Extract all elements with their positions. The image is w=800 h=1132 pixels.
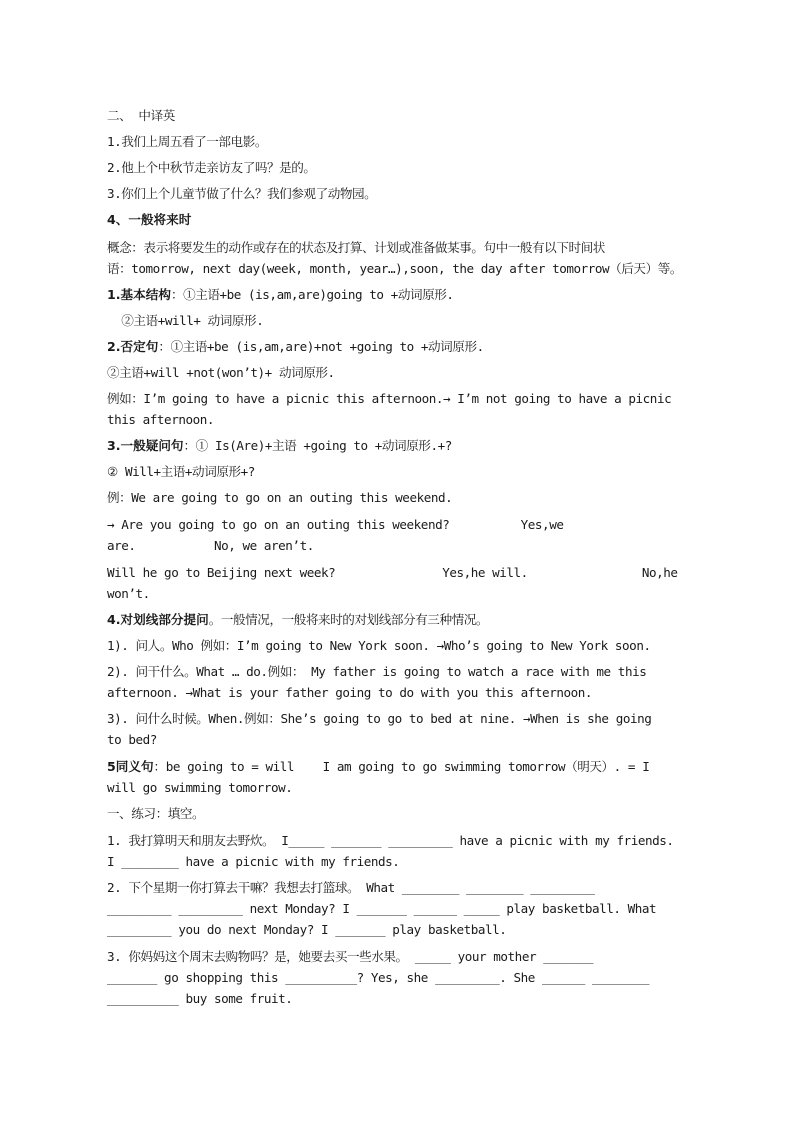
text-line: this afternoon. bbox=[107, 412, 214, 427]
text-line: 5同义句：be going to = will I am going to go swimming tomorrow（明天）. = I bbox=[107, 759, 650, 774]
text-line: 4、一般将来时 bbox=[107, 212, 192, 227]
text-line: ② Will+主语+动词原形+? bbox=[107, 464, 255, 479]
text-line: __________ buy some fruit. bbox=[107, 991, 293, 1006]
text-line: 1.基本结构：①主语+be (is,am,are)going to +动词原形. bbox=[107, 287, 454, 302]
text-line: 3.你们上个儿童节做了什么？我们参观了动物园。 bbox=[107, 186, 377, 201]
text-line: 1.我们上周五看了一部电影。 bbox=[107, 134, 267, 149]
text-line: won’t. bbox=[107, 586, 150, 601]
text-line: 概念：表示将要发生的动作或存在的状态及打算、计划或准备做某事。句中一般有以下时间状 bbox=[107, 240, 605, 255]
text-line: 例：We are going to go on an outing this weekend. bbox=[107, 490, 453, 505]
text-line: 3. 你妈妈这个周末去购物吗？是，她要去买一些水果。 _____ your mother _______ bbox=[107, 949, 594, 964]
text-line: 3). 问什么时候。When.例如：She’s going to go to bed at nine. →When is she going bbox=[107, 711, 652, 726]
text-line: 2. 下个星期一你打算去干嘛？我想去打篮球。 What ________ ________ _________ bbox=[107, 880, 595, 895]
text-line: are. No, we aren’t. bbox=[107, 538, 314, 553]
text-line: afternoon. →What is your father going to do with you this afternoon. bbox=[107, 685, 592, 700]
text-line: 2.他上个中秋节走亲访友了吗？是的。 bbox=[107, 160, 316, 175]
text-line: to bed? bbox=[107, 732, 157, 747]
text-line: _______ go shopping this __________? Yes, she _________. She ______ ________ bbox=[107, 970, 650, 985]
text-line: 4.对划线部分提问。一般情况，一般将来时的对划线部分有三种情况。 bbox=[107, 612, 489, 627]
text-line: will go swimming tomorrow. bbox=[107, 780, 293, 795]
text-line: 二、 中译英 bbox=[107, 108, 175, 123]
text-line: 1). 问人。Who 例如：I’m going to New York soon. →Who’s going to New York soon. bbox=[107, 638, 651, 653]
text-line: 语：tomorrow, next day(week, month, year…),soon, the day after tomorrow（后天）等。 bbox=[107, 261, 682, 276]
text-line: _________ you do next Monday? I _______ play basketball. bbox=[107, 922, 507, 937]
text-line: I ________ have a picnic with my friends. bbox=[107, 854, 400, 869]
text-line: 3.一般疑问句：① Is(Are)+主语 +going to +动词原形.+? bbox=[107, 438, 452, 453]
text-line: ②主语+will +not(won’t)+ 动词原形. bbox=[107, 365, 335, 380]
text-line: → Are you going to go on an outing this weekend? Yes,we bbox=[107, 517, 564, 532]
text-line: _________ _________ next Monday? I _______ ______ _____ play basketball. What bbox=[107, 901, 657, 916]
text-line: 1. 我打算明天和朋友去野炊。 I_____ _______ _________ have a picnic with my friends. bbox=[107, 833, 674, 848]
text-line: ②主语+will+ 动词原形. bbox=[107, 313, 264, 328]
text-line: Will he go to Beijing next week? Yes,he will. No,he bbox=[107, 565, 678, 580]
text-line: 例如：I’m going to have a picnic this afternoon.→ I’m not going to have a picnic bbox=[107, 391, 672, 406]
text-line: 一、练习：填空。 bbox=[107, 806, 205, 821]
text-line: 2.否定句：①主语+be (is,am,are)+not +going to +动词原形. bbox=[107, 339, 484, 354]
text-line: 2). 问干什么。What … do.例如： My father is going to watch a race with me this bbox=[107, 664, 647, 679]
